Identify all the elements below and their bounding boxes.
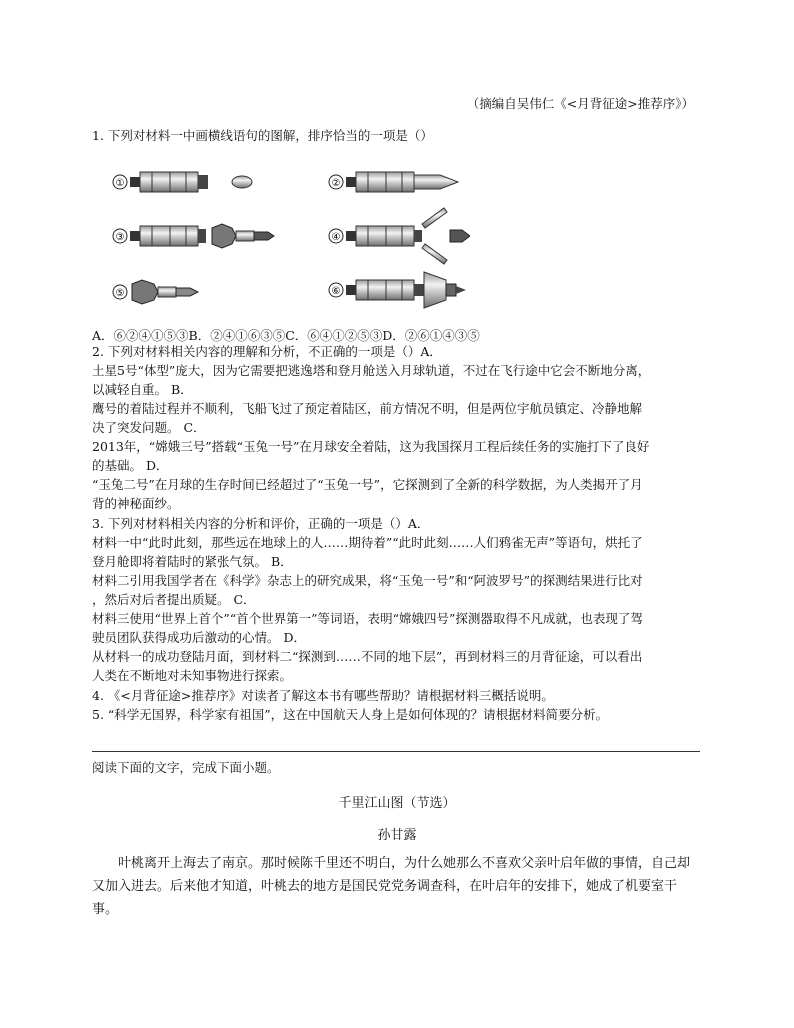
- q3-line: 驶员团队获得成功后激动的心情。 D．: [92, 630, 306, 645]
- q2-line: “玉兔二号”在月球的生存时间已经超过了“玉兔一号”，它探测到了全新的科学数据，为人类揭开了月: [92, 477, 643, 492]
- q3-line: 材料二引用我国学者在《科学》杂志上的研究成果，将“玉兔一号”和“阿波罗号”的探测结果进行比对: [92, 573, 643, 588]
- q1-options: A．⑥②④①⑤③B．②④①⑥③⑤C．⑥④①②⑤③D．②⑥①④③⑤: [92, 328, 480, 343]
- diagram-item-2: [329, 172, 458, 192]
- q2-line: 鹰号的着陆过程并不顺利，飞船飞过了预定着陆区，前方情况不明，但是两位宇航员镇定、冷静地解: [92, 401, 643, 416]
- q1-stem: 1. 下列对材料一中画横线语句的图解，排序恰当的一项是（）: [92, 128, 433, 143]
- adapter-section: [198, 175, 208, 189]
- passage-paragraph: 叶桃离开上海去了南京。那时候陈千里还不明白，为什么她那么不喜欢父亲叶启年做的事情，自己却又加入进去。后来他才知道，叶桃去的地方是国民党党务调查科，在叶启年的安排下，她成了机要室干事。: [92, 856, 691, 917]
- diagram-label-1: ①: [115, 178, 125, 189]
- q5-stem: 5. “科学无国界，科学家有祖国”，这在中国航天人身上是如何体现的？请根据材料简要分析。: [92, 707, 609, 722]
- nose-cone: [414, 175, 458, 189]
- q2-line: 土星5号“体型”庞大，因为它需要把逃逸塔和登月舱送入月球轨道，不过在飞行途中它会不断地分离，: [92, 363, 651, 378]
- q3-stem: 3. 下列对材料相关内容的分析和评价，正确的一项是（）A．: [92, 516, 430, 531]
- diagram-item-5: [113, 280, 198, 304]
- q3-line: 登月舱即将着陆时的紧张气氛。 B．: [92, 554, 293, 569]
- passage-author: 孙甘露: [377, 828, 417, 843]
- diagram-label-6: ⑥: [331, 286, 341, 297]
- lunar-module: [212, 224, 236, 248]
- q2-line: 2013年，“嫦娥三号”搭载“玉兔一号”在月球安全着陆，这为我国探月工程后续任务的实施打下了良好: [92, 439, 650, 454]
- engine-section: [130, 177, 140, 187]
- q2-stem: 2. 下列对材料相关内容的理解和分析，不正确的一项是（）A．: [92, 344, 442, 359]
- diagram-label-5: ⑤: [115, 288, 125, 299]
- q2-line: 背的神秘面纱。: [92, 496, 180, 511]
- diagram-item-1: [113, 172, 252, 192]
- diagram-label-4: ④: [331, 232, 341, 243]
- q4-stem: 4. 《<月背征途>推荐序》对读者了解这本书有哪些帮助？请根据材料三概括说明。: [92, 688, 554, 703]
- diagram-item-4: [329, 208, 470, 264]
- capsule: [232, 176, 252, 188]
- q3-line: 材料一中“此时此刻，那些远在地球上的人……期待着”“此时此刻……人们鸦雀无声”等语句，烘托了: [92, 535, 643, 550]
- rocket-stage-diagram: [110, 162, 470, 332]
- q3-line: 从材料一的成功登陆月面，到材料二“探测到……不同的地下层”，再到材料三的月背征途，可以看出: [92, 649, 643, 664]
- section-divider: [92, 751, 700, 752]
- diagram-label-3: ③: [115, 232, 125, 243]
- passage-title: 千里江山图（节选）: [338, 796, 456, 811]
- panel-upper: [422, 208, 447, 228]
- q2-line: 决了突发问题。 C．: [92, 420, 206, 435]
- panel-lower: [422, 244, 447, 264]
- reading-instruction: 阅读下面的文字，完成下面小题。: [92, 760, 280, 775]
- diagram-item-3: [113, 224, 274, 248]
- diagram-item-6: [329, 272, 466, 308]
- rocket-body: [140, 172, 198, 192]
- q3-line: ，然后对后者提出质疑。 C．: [92, 592, 256, 607]
- q3-line: 材料三使用“世界上首个”“首个世界第一”等词语，表明“嫦娥四号”探测器取得不凡成就，也表现了驾: [92, 611, 643, 626]
- q2-line: 以减轻自重。 B．: [92, 382, 193, 397]
- q2-line: 的基础。 D．: [92, 458, 169, 473]
- diagram-label-2: ②: [331, 178, 341, 189]
- q3-line: 人类在不断地对未知事物进行探索。: [92, 668, 293, 683]
- source-note: （摘编自吴伟仁《<月背征途>推荐序》）: [466, 96, 694, 111]
